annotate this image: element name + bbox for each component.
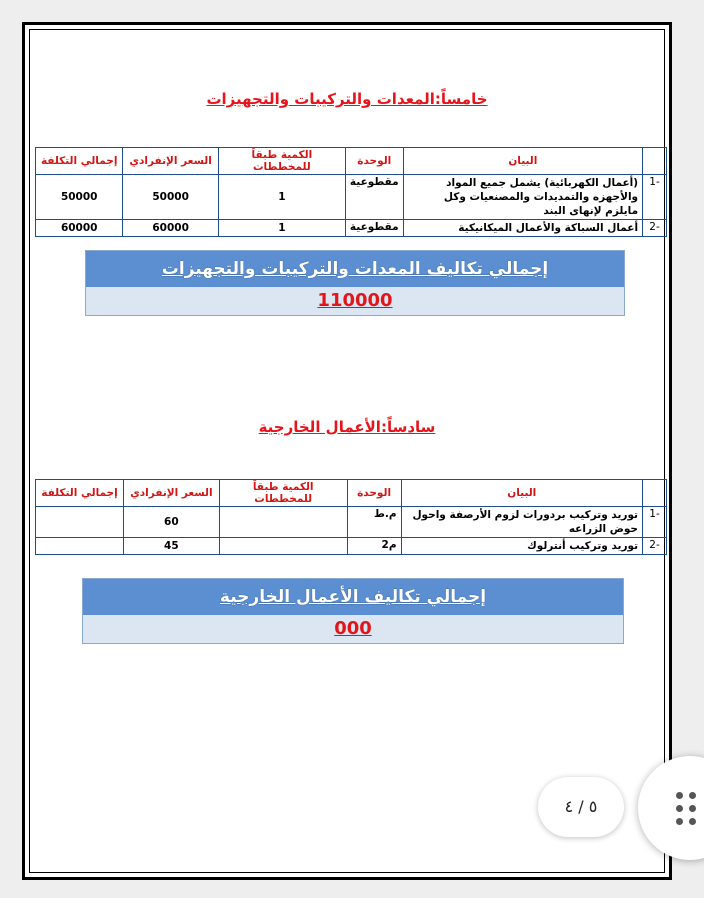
cell-desc: (أعمال الكهربائية) يشمل جميع المواد والأجهزه والتمديدات والمصنعيات وكل مايلزم لإنهاى البند bbox=[403, 175, 642, 220]
section6-title: سادساً:الأعمال الخارجية bbox=[258, 418, 436, 436]
cell-index: -1 bbox=[643, 507, 667, 538]
header-unit: الوحدة bbox=[345, 148, 403, 175]
cell-price: 50000 bbox=[123, 175, 218, 220]
table-row bbox=[36, 220, 667, 237]
table-row bbox=[36, 175, 667, 220]
header-total: إجمالي التكلفة bbox=[36, 480, 124, 507]
page-indicator-label: ٥ / ٤ bbox=[564, 797, 598, 816]
cell-index: -2 bbox=[643, 538, 667, 555]
cell-index: -2 bbox=[643, 220, 667, 237]
table-row bbox=[36, 538, 667, 555]
cell-total bbox=[36, 507, 124, 538]
header-qty: الكمية طبقاً للمخططات bbox=[219, 480, 347, 507]
cell-price: 45 bbox=[123, 538, 219, 555]
header-desc: البيان bbox=[403, 148, 642, 175]
section5-total-label: إجمالي تكاليف المعدات والتركيبات والتجهيزات bbox=[86, 251, 624, 287]
cell-unit: م.ط bbox=[347, 507, 401, 538]
cell-total: 60000 bbox=[36, 220, 123, 237]
cell-qty: 1 bbox=[218, 220, 345, 237]
cell-desc: توريد وتركيب بردورات لزوم الأرصفة واحول حوض الزراعه bbox=[401, 507, 642, 538]
section6-table bbox=[35, 479, 667, 555]
header-desc: البيان bbox=[401, 480, 642, 507]
document-page bbox=[22, 22, 672, 880]
header-qty: الكمية طبقاً للمخططات bbox=[218, 148, 345, 175]
cell-qty: 1 bbox=[218, 175, 345, 220]
section5-total-value: 110000 bbox=[86, 287, 624, 315]
header-price: السعر الإنفرادي bbox=[123, 148, 218, 175]
cell-qty bbox=[219, 507, 347, 538]
cell-desc: توريد وتركيب أنترلوك bbox=[401, 538, 642, 555]
header-unit: الوحدة bbox=[347, 480, 401, 507]
table-row bbox=[36, 507, 667, 538]
cell-total: 50000 bbox=[36, 175, 123, 220]
cell-price: 60 bbox=[123, 507, 219, 538]
cell-price: 60000 bbox=[123, 220, 218, 237]
cell-unit: م2 bbox=[347, 538, 401, 555]
cell-qty bbox=[219, 538, 347, 555]
section5-table bbox=[35, 147, 667, 237]
table-header-row bbox=[36, 148, 667, 175]
header-price: السعر الإنفرادي bbox=[123, 480, 219, 507]
cell-unit: مقطوعية bbox=[345, 220, 403, 237]
grid-dots-icon bbox=[676, 792, 700, 826]
header-index bbox=[643, 148, 667, 175]
page-border bbox=[29, 29, 665, 873]
section6-total-value: 000 bbox=[83, 615, 623, 643]
page-indicator[interactable] bbox=[538, 777, 624, 837]
section5-title: خامساً:المعدات والتركيبات والتجهيزات bbox=[206, 90, 488, 108]
header-total: إجمالي التكلفة bbox=[36, 148, 123, 175]
cell-index: -1 bbox=[643, 175, 667, 220]
cell-desc: أعمال السباكة والأعمال الميكانيكية bbox=[403, 220, 642, 237]
table-header-row bbox=[36, 480, 667, 507]
section5-total-box bbox=[85, 250, 625, 316]
header-index bbox=[643, 480, 667, 507]
section6-total-label: إجمالي تكاليف الأعمال الخارجية bbox=[83, 579, 623, 615]
cell-unit: مقطوعية bbox=[345, 175, 403, 220]
section6-total-box bbox=[82, 578, 624, 644]
cell-total bbox=[36, 538, 124, 555]
